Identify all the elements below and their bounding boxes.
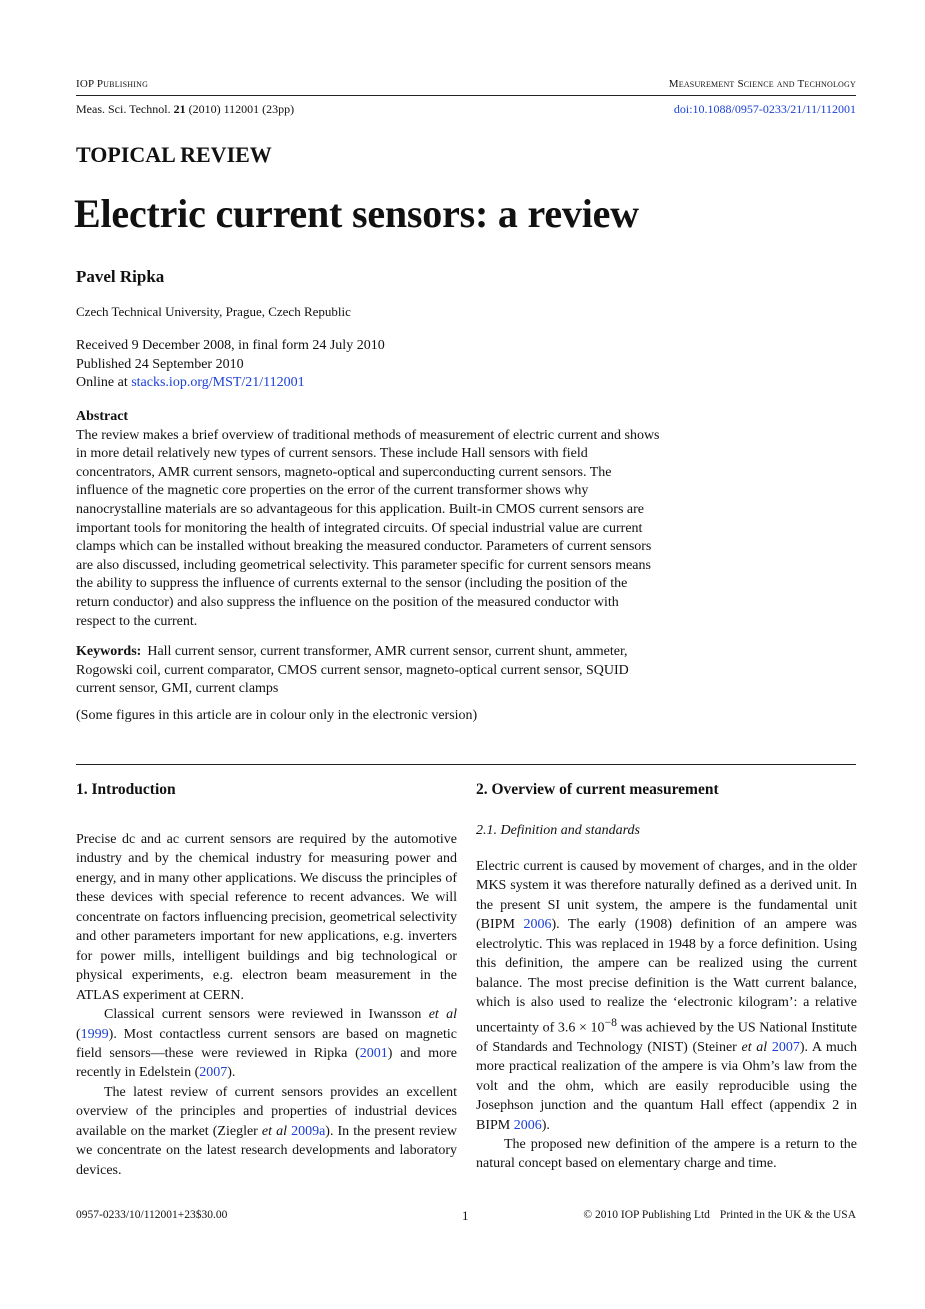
doi-link[interactable]: doi:10.1088/0957-0233/21/11/112001 [673, 102, 856, 116]
ref-year-link[interactable]: 2006 [523, 917, 552, 933]
online-link[interactable]: stacks.iop.org/MST/21/112001 [131, 375, 305, 390]
ref-year-link[interactable]: 2007 [199, 1065, 228, 1081]
header-divider [76, 95, 856, 96]
text-run: Electric current is caused by movement of charges, and in the older MKS system it was therefore naturally defined as a derived unit. In the present SI unit system, the ampere is the fundamental unit (BIPM [476, 859, 857, 933]
ref-year-link[interactable]: 1999 [80, 1026, 109, 1042]
et-al: et al [741, 1039, 768, 1055]
abstract-text: The review makes a brief overview of traditional methods of measurement of electric current and shows in more detail relatively new types of current sensors. These include Hall sensors with field concentrators, AMR current sensors, magneto-optical and superconducting current sensors. The influence of the magnetic core properties on the error of the current transformer shows why nanocrystalline materials are so advantageous for this application. Built-in CMOS current sensors are important tools for monitoring the health of integrated circuits. Of special industrial value are current clamps which can be installed without breaking the measured conductor. Parameters of current sensors are also discussed, including geometrical selectivity. This parameter specific for current sensors means the ability to suppress the influence of currents external to the sensor (including the position of the return conductor) and also suppress the influence on the position of the measured conductor with respect to the current. [76, 427, 660, 629]
article-type: TOPICAL REVIEW [76, 142, 272, 167]
text-run: ) and more recently in Edelstein ( [76, 1045, 457, 1081]
keywords-label: Keywords: [76, 644, 142, 659]
copyright-text: © 2010 IOP Publishing Ltd [583, 1209, 710, 1221]
definition-subheading: 2.1. Definition and standards [476, 823, 640, 838]
citation-details: (2010) 112001 (23pp) [188, 102, 295, 116]
text-run: The latest review of current sensors provides an excellent overview of the principles and properties of industrial devices available on the market (Ziegler [76, 1084, 457, 1139]
footer-article-code: 0957-0233/10/112001+23$30.00 [76, 1209, 228, 1221]
citation-line [76, 102, 294, 117]
colour-note: (Some figures in this article are in colour only in the electronic version) [76, 708, 478, 723]
text-run: ). In the present review we concentrate on the latest research developments and laboratory devices. [76, 1123, 457, 1178]
article-title: Electric current sensors: a review [74, 191, 639, 236]
keywords-block [76, 643, 661, 699]
page-number: 1 [462, 1208, 469, 1223]
exponent: −8 [604, 1015, 617, 1029]
citation-volume: 21 [173, 102, 186, 116]
section-divider [76, 764, 856, 765]
introduction-heading: 1. Introduction [76, 781, 176, 798]
overview-paragraph-1 [476, 857, 857, 1135]
keywords-text: Hall current sensor, current transformer, AMR current sensor, current shunt, ammeter, Rogowski coil, current comparator, CMOS current sensor, magneto-optical current sensor, SQUID current sensor, GMI, current clamps [76, 644, 629, 697]
citation-journal: Meas. Sci. Technol. [76, 102, 171, 116]
abstract-heading: Abstract [76, 409, 129, 424]
text-run: ( [76, 1026, 81, 1042]
ref-year-link[interactable]: 2001 [359, 1045, 388, 1061]
ref-year-link[interactable]: 2006 [513, 1117, 542, 1133]
footer-copyright [573, 1209, 856, 1221]
text-run: ). Most contactless current sensors are based on magnetic field sensors—these were reviewed in Ripka ( [76, 1026, 457, 1061]
printed-text: Printed in the UK & the USA [719, 1209, 856, 1221]
et-al: et al [428, 1007, 458, 1023]
author-name: Pavel Ripka [76, 267, 165, 286]
overview-paragraph-2: The proposed new definition of the ampere is a return to the natural concept based on elementary charge and time. [476, 1137, 857, 1172]
received-date: Received 9 December 2008, in final form 24 July 2010 [76, 338, 385, 353]
text-run: ). [227, 1065, 236, 1081]
text-run: ). A much more practical realization of the ampere is via Ohm’s law from the volt and the ohm, which are easily reproducible using the Josephson junction and the quantum Hall effect (appendix 2 in BIPM [476, 1039, 857, 1133]
online-label: Online at [76, 375, 128, 390]
right-column [476, 780, 857, 1174]
text-run: ). [541, 1117, 550, 1133]
online-line [76, 374, 385, 393]
abstract-block [76, 408, 661, 631]
author-affiliation: Czech Technical University, Prague, Czech Republic [76, 304, 351, 319]
overview-heading: 2. Overview of current measurement [476, 781, 719, 798]
intro-paragraph-3 [76, 1083, 457, 1180]
left-column [76, 780, 457, 1180]
text-run: Classical current sensors were reviewed in Iwansson [104, 1007, 429, 1023]
publication-dates [76, 337, 385, 393]
journal-name: Measurement Science and Technology [668, 78, 856, 90]
intro-paragraph-2 [76, 1005, 457, 1083]
ref-year-link[interactable]: 2009a [291, 1123, 326, 1139]
intro-paragraph-1: Precise dc and ac current sensors are required by the automotive industry and by the chemical industry for measuring power and energy, and in many other applications. We discuss the principles of these devices with special reference to recent advances. We will concentrate on factors influencing precision, geometrical selectivity and other parameters important for new applications, e.g. inverters for power mills, intelligent buildings and big technological or physical experiments, e.g. electron beam measurement in the ATLAS experiment at CERN. [76, 832, 457, 1003]
publisher-name: IOP Publishing [76, 78, 149, 90]
et-al: et al [261, 1123, 287, 1139]
text-run: ). The early (1908) definition of an ampere was electrolytic. This was replaced in 1948 by a force definition. Using this definition, the ampere can be realized using the current balance. The most precise definition is the Watt current balance, which is also used to realize the ‘electronic kilogram’: a relative uncertainty of 3.6 × 10 [476, 917, 857, 1036]
published-date: Published 24 September 2010 [76, 356, 244, 372]
text-run: was achieved by the US National Institute of Standards and Technology (NIST) (Steiner [476, 1020, 858, 1055]
ref-year-link[interactable]: 2007 [771, 1039, 800, 1055]
